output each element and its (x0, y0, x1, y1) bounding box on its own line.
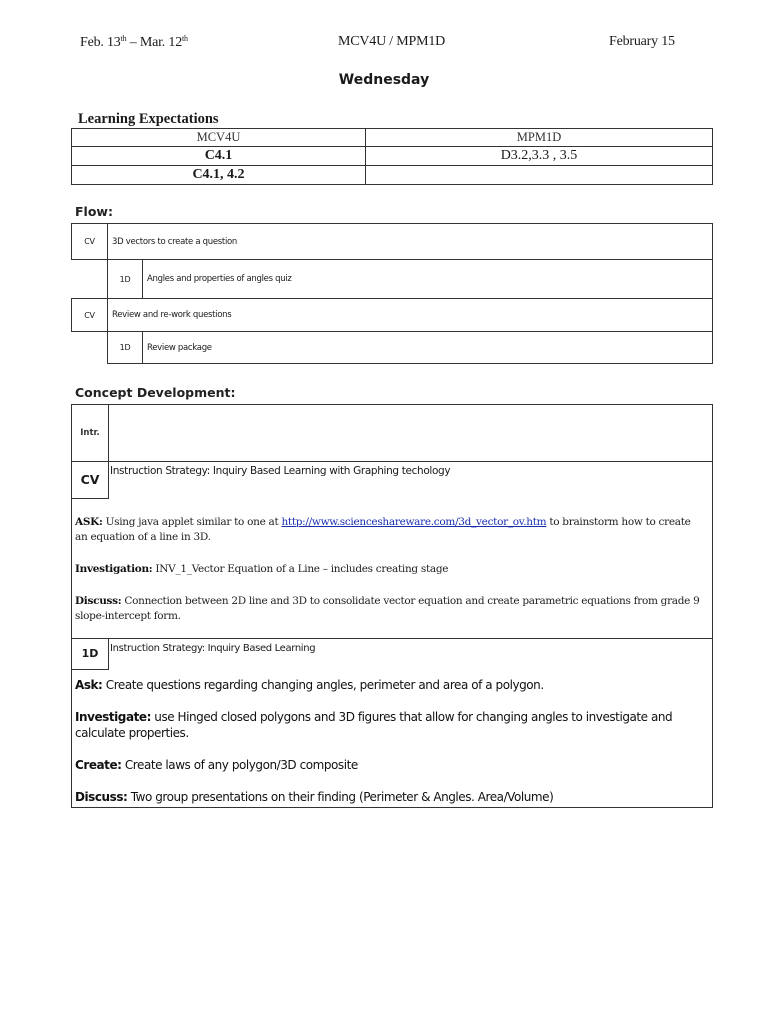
column-header-mcv4u: MCV4U (72, 129, 366, 147)
flow-activity: 3D vectors to create a question (112, 236, 237, 247)
lesson-date: February 15 (609, 34, 675, 49)
cv-ask-paragraph (75, 515, 705, 545)
flow-course-label: CV (72, 224, 108, 259)
flow-row (107, 332, 713, 364)
course-codes: MCV4U / MPM1D (338, 34, 446, 49)
date-range-start: Feb. 13 (80, 35, 121, 50)
flow-heading: Flow: (75, 204, 113, 219)
learning-expectations-table (71, 128, 713, 185)
concept-development-box (71, 404, 713, 808)
1d-create-text: Create laws of any polygon/3D composite (121, 758, 358, 772)
flow-course-label: CV (72, 299, 108, 331)
cv-investigation-paragraph (75, 562, 705, 577)
cv-investigation-label: Investigation: (75, 563, 153, 575)
1d-investigate-paragraph (75, 709, 705, 741)
flow-activity: Review and re-work questions (112, 310, 232, 320)
date-range-end-sup: th (182, 34, 188, 43)
1d-discuss-label: Discuss: (75, 790, 128, 804)
intro-label: Intr. (72, 405, 109, 461)
flow-row (71, 298, 713, 332)
intro-row (72, 405, 712, 462)
table-header-row (72, 129, 713, 147)
page-title: Wednesday (338, 72, 430, 88)
1d-ask-label: Ask: (75, 678, 103, 692)
flow-row (107, 260, 713, 299)
1d-create-label: Create: (75, 758, 122, 772)
table-cell: C4.1, 4.2 (72, 166, 366, 185)
flow-course-label: 1D (108, 332, 143, 363)
cv-ask-text: Using java applet similar to one at (102, 516, 282, 528)
cv-ask-label: ASK: (75, 516, 103, 528)
flow-course-label: 1D (108, 260, 143, 298)
table-row (72, 147, 713, 166)
1d-instruction-strategy: Instruction Strategy: Inquiry Based Learning (110, 643, 316, 654)
table-cell (366, 166, 713, 185)
table-cell: D3.2,3.3 , 3.5 (366, 147, 713, 166)
flow-activity: Review package (147, 342, 212, 353)
cv-instruction-strategy: Instruction Strategy: Inquiry Based Learning with Graphing techology (110, 465, 451, 477)
1d-label: 1D (72, 638, 109, 670)
1d-create-paragraph (75, 757, 705, 773)
concept-development-heading: Concept Development: (75, 385, 236, 400)
1d-ask-paragraph (75, 677, 705, 693)
date-range-end: – Mar. 12 (126, 35, 182, 50)
cv-discuss-text: Connection between 2D line and 3D to consolidate vector equation and create parametric equations from grade 9 slope-intercept form. (75, 595, 700, 622)
column-header-mpm1d: MPM1D (366, 129, 713, 147)
table-cell: C4.1 (72, 147, 366, 166)
cv-discuss-paragraph (75, 594, 705, 624)
date-range (80, 34, 188, 51)
table-row (72, 166, 713, 185)
1d-discuss-text: Two group presentations on their finding (Perimeter & Angles. Area/Volume) (127, 790, 554, 804)
flow-activity: Angles and properties of angles quiz (147, 274, 292, 284)
learning-expectations-heading: Learning Expectations (78, 111, 219, 127)
section-divider (72, 638, 712, 639)
cv-investigation-text: INV_1_Vector Equation of a Line – includes creating stage (152, 563, 449, 575)
1d-ask-text: Create questions regarding changing angles, perimeter and area of a polygon. (102, 678, 544, 692)
1d-investigate-text: use Hinged closed polygons and 3D figures that allow for changing angles to investigate and calculate properties. (75, 710, 673, 740)
1d-investigate-label: Investigate: (75, 710, 151, 724)
1d-discuss-paragraph (75, 789, 705, 805)
applet-link[interactable]: http://www.scienceshareware.com/3d_vector_ov.htm (281, 516, 547, 528)
flow-row (71, 223, 713, 260)
cv-ask-text-end: to brainstorm how to create an equation of a line in 3D. (75, 516, 691, 543)
cv-label: CV (72, 461, 109, 499)
date-range-start-sup: th (120, 34, 127, 43)
cv-discuss-label: Discuss: (75, 595, 122, 607)
